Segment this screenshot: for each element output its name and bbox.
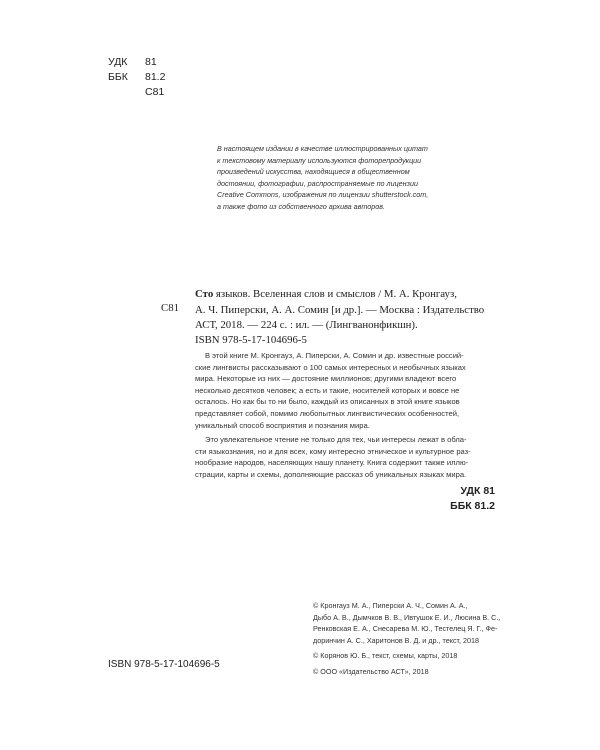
annotation-line: В этой книге М. Кронгауз, А. Пиперски, А. Сомин и др. известные россий- (205, 351, 464, 360)
bibliographic-record (195, 287, 495, 334)
copyright-line: © Кронгауз М. А., Пиперски А. Ч., Сомин А. А., (313, 601, 468, 610)
biblio-line-1 (195, 287, 495, 303)
annotation-line: страции, карты и схемы, дополняющие рассказ об уникальных языках мира. (195, 469, 467, 479)
bbk-value: 81.2 (145, 71, 166, 83)
bibliographic-code: С81 (161, 302, 179, 314)
notice-line: к текстовому материалу используются фоторепродукции (217, 155, 422, 165)
notice-line: а также фото из собственного архива авторов. (217, 201, 385, 211)
title-rest: языков. Вселенная слов и смыслов / М. А. Кронгауз, (213, 288, 457, 300)
copyright-line: © ООО «Издательство АСТ», 2018 (313, 666, 429, 676)
udk-bold: УДК 81 (460, 485, 495, 497)
notice-line: Creative Commons, изображения по лицензии shutterstock.com, (217, 190, 429, 200)
copyright-line: Дыбо А. В., Дымчков В. В., Ивтушок Е. И., Люсина В. С., (313, 612, 501, 622)
annotation-line: нообразие народов, населяющих нашу планету. Книга содержит также иллю- (195, 458, 469, 468)
udk-label: УДК (108, 56, 128, 68)
annotation-line: Это увлекательное чтение не только для тех, чьи интересы лежат в обла- (205, 435, 467, 445)
isbn-main: ISBN 978-5-17-104696-5 (195, 334, 307, 346)
copyright-block (313, 600, 501, 678)
annotation-line: уникальный способ восприятия и познания мира. (195, 420, 370, 430)
author-mark: С81 (145, 86, 165, 98)
annotation-line: представляет собой, помимо любопытных лингвистических особенностей, (195, 408, 460, 418)
annotation-line: несколько десятков человек; а есть и такие, носителей которых и вовсе не (195, 385, 460, 395)
notice-line: В настоящем издании в качестве иллюстрированных цитат (217, 144, 428, 153)
annotation-line: сти языкознания, но и для всех, кому интересно этническое и культурное раз- (195, 446, 471, 456)
annotation (195, 350, 495, 481)
copyright-line: Ренковская Е. А., Снесарева М. Ю., Тестелец Я. Г., Фе- (313, 624, 498, 634)
annotation-line: осталось. Но как бы то ни было, каждый из описанных в этой книге языков (195, 397, 460, 407)
copyright-line: © Корянов Ю. Б., текст, схемы, карты, 2018 (313, 651, 458, 661)
illustration-notice (217, 143, 487, 213)
isbn-bottom: ISBN 978-5-17-104696-5 (108, 659, 220, 670)
copyright-line: доринчин А. С., Харитонов В. Д. и др., текст, 2018 (313, 635, 480, 645)
annotation-line: ские лингвисты рассказывают о 100 самых интересных и необычных языках (195, 362, 466, 372)
bbk-label: ББК (108, 71, 128, 83)
notice-line: достоянии, фотографии, распространяемые по лицензии (217, 178, 418, 188)
annotation-line: мира. Некоторые из них — достояние миллионов; другими владеют всего (195, 374, 457, 384)
biblio-line-2: А. Ч. Пиперски, А. А. Сомин [и др.]. — Москва : Издательство (195, 303, 485, 316)
notice-line: произведений искусства, находящиеся в общественном (217, 167, 410, 177)
title-bold: Сто (195, 288, 214, 300)
biblio-line-3: АСТ, 2018. — 224 с. : ил. — (Лингванонфикшн). (195, 319, 418, 331)
bbk-bold: ББК 81.2 (450, 500, 495, 512)
udk-value: 81 (145, 56, 157, 68)
